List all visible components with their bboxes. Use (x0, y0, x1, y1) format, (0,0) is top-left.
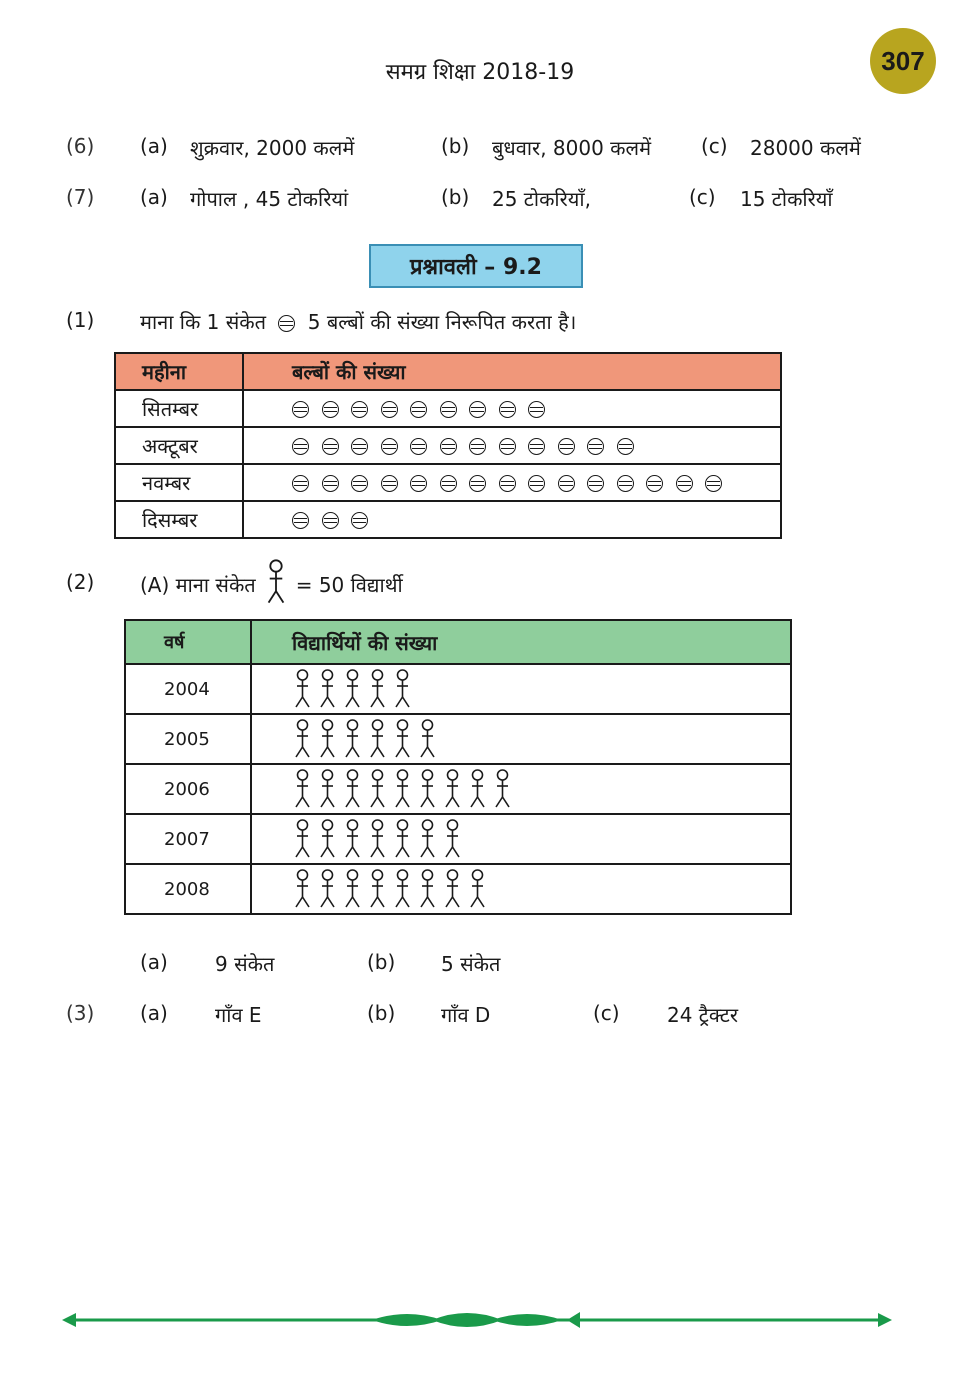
bulb-icon (440, 475, 457, 492)
stick-figure-icon (442, 869, 463, 909)
stick-figure-icon (417, 769, 438, 809)
stick-figure-icon (317, 819, 338, 859)
table-row (125, 664, 791, 714)
bulb-icon (469, 475, 486, 492)
figure-cell (251, 864, 791, 914)
figure-cell (251, 714, 791, 764)
bulb-cell (243, 427, 781, 464)
table-row (125, 714, 791, 764)
year-column-header: वर्ष (125, 620, 251, 664)
part-label: (a) (140, 185, 168, 209)
bulb-icon (617, 475, 634, 492)
stick-figure-icon (367, 869, 388, 909)
stick-figure-icon (367, 819, 388, 859)
bulbs-column-header: बल्बों की संख्या (243, 353, 781, 390)
bulb-icon (558, 438, 575, 455)
stick-figure-icon (317, 869, 338, 909)
stick-figure-icon (264, 556, 288, 613)
stick-figure-icon (392, 819, 413, 859)
stick-figure-icon (292, 869, 313, 909)
part-label: (b) (367, 1001, 396, 1025)
stick-figure-icon (342, 819, 363, 859)
table-row (115, 390, 781, 427)
year-cell: 2005 (125, 714, 251, 764)
part-label: (a) (140, 1001, 168, 1025)
part-answer: 25 टोकरियाँ, (492, 187, 591, 211)
stick-figure-icon (317, 719, 338, 759)
figure-cell (251, 764, 791, 814)
part-label: (b) (441, 134, 470, 158)
part-label: (a) (140, 134, 168, 158)
bulb-icon (499, 401, 516, 418)
part-label: (c) (689, 185, 716, 209)
stick-figure-icon (317, 769, 338, 809)
q1-text-after: 5 बल्बों की संख्या निरूपित करता है। (307, 310, 577, 334)
month-cell: दिसम्बर (115, 501, 243, 538)
stick-figure-icon (367, 669, 388, 709)
month-cell: सितम्बर (115, 390, 243, 427)
stick-figure-icon (292, 719, 313, 759)
month-cell: नवम्बर (115, 464, 243, 501)
question-number: (7) (66, 185, 95, 209)
stick-figure-icon (467, 769, 488, 809)
bulb-icon (278, 315, 295, 332)
stick-figure-icon (467, 869, 488, 909)
year-cell: 2007 (125, 814, 251, 864)
part-answer: 28000 कलमें (750, 136, 861, 160)
table-header-row (115, 353, 781, 390)
table-row (115, 464, 781, 501)
bulb-icon (528, 438, 545, 455)
stick-figure-icon (417, 869, 438, 909)
bulb-cell (243, 390, 781, 427)
month-cell: अक्टूबर (115, 427, 243, 464)
bulb-icon (676, 475, 693, 492)
table-row (125, 764, 791, 814)
bulb-icon (528, 475, 545, 492)
bulb-icon (499, 438, 516, 455)
year-cell: 2004 (125, 664, 251, 714)
question-number: (2) (66, 570, 95, 594)
bulb-icon (292, 438, 309, 455)
table-row (125, 814, 791, 864)
stick-figure-icon (442, 819, 463, 859)
part-answer: 24 ट्रैक्टर (667, 1003, 739, 1027)
stick-figure-icon (317, 669, 338, 709)
bulb-icon (292, 475, 309, 492)
bulb-icon (587, 475, 604, 492)
part-answer: गाँव E (215, 1003, 262, 1027)
part-answer: बुधवार, 8000 कलमें (492, 136, 652, 160)
bulb-icon (381, 475, 398, 492)
stick-figure-icon (417, 819, 438, 859)
bulb-icon (381, 438, 398, 455)
stick-figure-icon (392, 719, 413, 759)
bulb-icon (292, 401, 309, 418)
table-row (115, 427, 781, 464)
bulb-icon (617, 438, 634, 455)
question-number: (1) (66, 308, 95, 332)
question-number: (6) (66, 134, 95, 158)
stick-figure-icon (367, 769, 388, 809)
part-answer: गोपाल , 45 टोकरियां (190, 187, 349, 211)
q1-statement (140, 308, 576, 335)
part-answer: शुक्रवार, 2000 कलमें (190, 136, 355, 160)
bulb-icon (499, 475, 516, 492)
bulb-icon (440, 401, 457, 418)
part-label: (b) (441, 185, 470, 209)
stick-figure-icon (342, 869, 363, 909)
bulb-icon (351, 475, 368, 492)
month-column-header: महीना (115, 353, 243, 390)
bulb-icon (292, 512, 309, 529)
stick-figure-icon (392, 669, 413, 709)
figure-cell (251, 664, 791, 714)
bulb-icon (322, 475, 339, 492)
bulb-icon (410, 401, 427, 418)
stick-figure-icon (292, 769, 313, 809)
bulb-icon (469, 438, 486, 455)
bulb-icon (351, 438, 368, 455)
part-label: (c) (593, 1001, 620, 1025)
bulb-icon (351, 512, 368, 529)
stick-figure-icon (392, 769, 413, 809)
stick-figure-icon (292, 819, 313, 859)
bulb-icon (351, 401, 368, 418)
year-cell: 2008 (125, 864, 251, 914)
stick-figure-icon (342, 719, 363, 759)
bulb-icon (587, 438, 604, 455)
stick-figure-icon (342, 769, 363, 809)
q2-text-after: = 50 विद्यार्थी (295, 573, 403, 597)
part-label: (b) (367, 950, 396, 974)
bulb-icon (410, 475, 427, 492)
stick-figure-icon (342, 669, 363, 709)
page-header-title: समग्र शिक्षा 2018-19 (385, 60, 575, 85)
part-answer: 5 संकेत (441, 952, 501, 976)
part-label: (c) (701, 134, 728, 158)
part-answer: 9 संकेत (215, 952, 275, 976)
stick-figure-icon (492, 769, 513, 809)
figure-cell (251, 814, 791, 864)
bulb-icon (322, 401, 339, 418)
bulb-pictograph-table (114, 352, 782, 539)
student-pictograph-table (124, 619, 792, 915)
bulb-icon (322, 438, 339, 455)
table-header-row (125, 620, 791, 664)
table-row (125, 864, 791, 914)
bulb-icon (528, 401, 545, 418)
stick-figure-icon (417, 719, 438, 759)
students-column-header: विद्यार्थियों की संख्या (251, 620, 791, 664)
bulb-icon (381, 401, 398, 418)
bulb-icon (469, 401, 486, 418)
bulb-icon (646, 475, 663, 492)
table-row (115, 501, 781, 538)
stick-figure-icon (392, 869, 413, 909)
bulb-icon (705, 475, 722, 492)
part-label: (a) (140, 950, 168, 974)
year-cell: 2006 (125, 764, 251, 814)
bulb-icon (322, 512, 339, 529)
part-answer: 15 टोकरियाँ (740, 187, 833, 211)
stick-figure-icon (292, 669, 313, 709)
part-answer: गाँव D (441, 1003, 491, 1027)
stick-figure-icon (367, 719, 388, 759)
bulb-icon (440, 438, 457, 455)
bulb-cell (243, 501, 781, 538)
footer-decorative-line (62, 1300, 892, 1340)
page-number-badge: 307 (870, 28, 936, 94)
q1-text-before: माना कि 1 संकेत (140, 310, 267, 334)
question-number: (3) (66, 1001, 95, 1025)
stick-figure-icon (442, 769, 463, 809)
bulb-icon (410, 438, 427, 455)
q2-text-before: (A) माना संकेत (140, 573, 256, 597)
q2-statement (140, 556, 403, 613)
bulb-cell (243, 464, 781, 501)
bulb-icon (558, 475, 575, 492)
section-title: प्रश्नावली – 9.2 (369, 244, 583, 288)
